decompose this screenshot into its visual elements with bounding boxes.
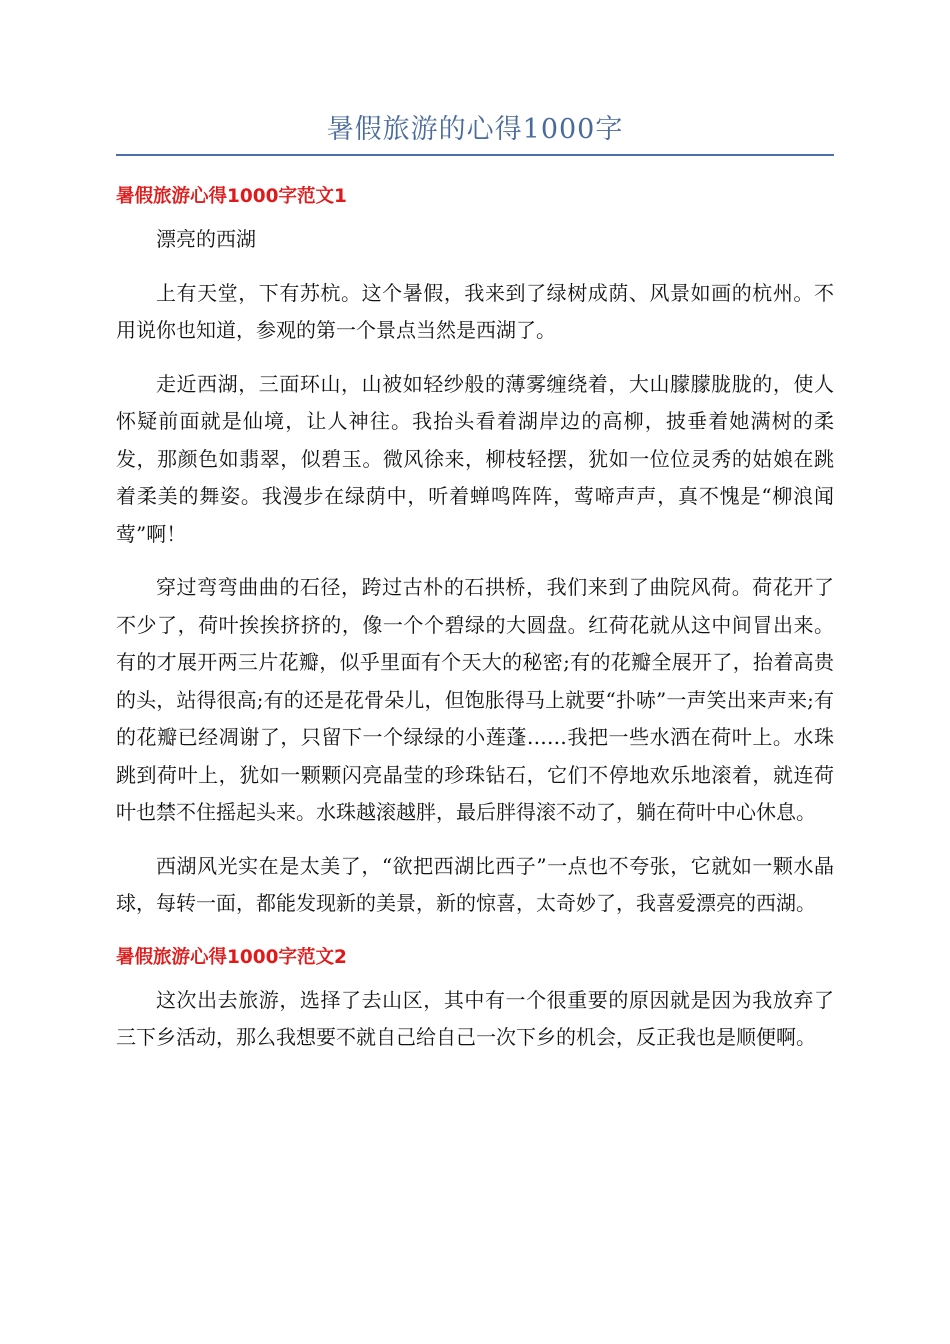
paragraph: 走近西湖，三面环山，山被如轻纱般的薄雾缠绕着，大山朦朦胧胧的，使人怀疑前面就是仙境，让人神往。我抬头看着湖岸边的高柳，披垂着她满树的柔发，那颜色如翡翠，似碧玉。微风徐来，柳枝轻摆，犹如一位位灵秀的姑娘在跳着柔美的舞姿。我漫步在绿荫中，听着蝉鸣阵阵，莺啼声声，真不愧是“柳浪闻莺”啊！	[116, 371, 834, 546]
paragraph: 上有天堂，下有苏杭。这个暑假，我来到了绿树成荫、风景如画的杭州。不用说你也知道，参观的第一个景点当然是西湖了。	[116, 280, 834, 342]
paragraph: 这次出去旅游，选择了去山区，其中有一个很重要的原因就是因为我放弃了三下乡活动，那么我想要不就自己给自己一次下乡的机会，反正我也是顺便啊。	[116, 987, 834, 1049]
essay-subtitle: 漂亮的西湖	[156, 227, 256, 251]
section-heading-1: 暑假旅游心得1000字范文1	[116, 186, 347, 207]
paragraph: 穿过弯弯曲曲的石径，跨过古朴的石拱桥，我们来到了曲院风荷。荷花开了不少了，荷叶挨挨挤挤的，像一个个碧绿的大圆盘。红荷花就从这中间冒出来。有的才展开两三片花瓣，似乎里面有个天大的秘密;有的花瓣全展开了，抬着高贵的头，站得很高;有的还是花骨朵儿，但饱胀得马上就要“扑哧”一声笑出来声来;有的花瓣已经凋谢了，只留下一个绿绿的小莲蓬……我把一些水洒在荷叶上。水珠跳到荷叶上，犹如一颗颗闪亮晶莹的珍珠钻石，它们不停地欢乐地滚着，就连荷叶也禁不住摇起头来。水珠越滚越胖，最后胖得滚不动了，躺在荷叶中心休息。	[116, 575, 834, 824]
document-body	[116, 178, 834, 1057]
section-heading-2: 暑假旅游心得1000字范文2	[116, 946, 347, 968]
document-title: 暑假旅游的心得1000字	[326, 114, 624, 145]
paragraph: 西湖风光实在是太美了，“欲把西湖比西子”一点也不夸张，它就如一颗水晶球，每转一面，都能发现新的美景，新的惊喜，太奇妙了，我喜爱漂亮的西湖。	[116, 853, 834, 915]
title-underline-divider	[116, 154, 834, 156]
